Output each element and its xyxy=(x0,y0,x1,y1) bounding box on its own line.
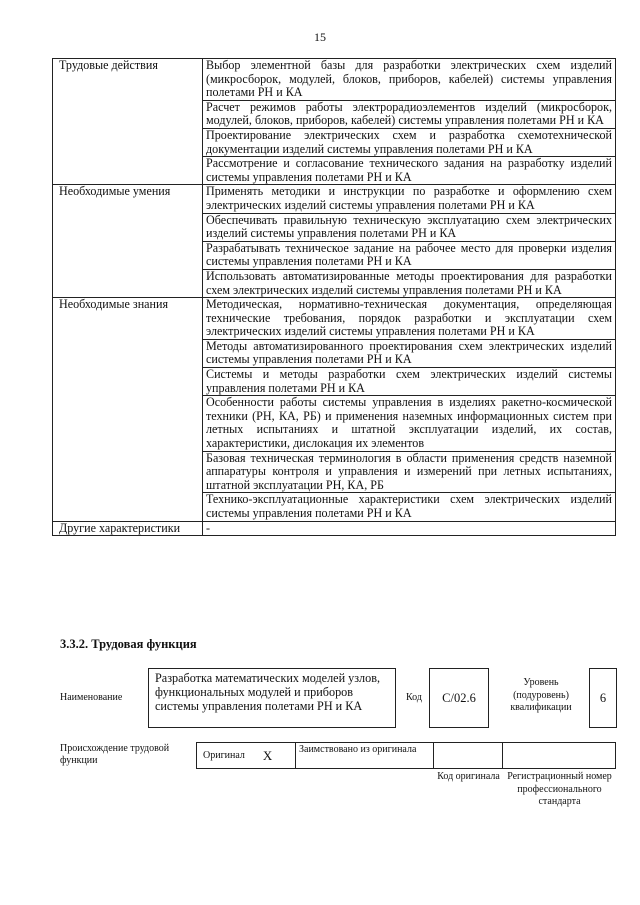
row-label: Необходимые умения xyxy=(53,185,203,298)
row-item: Методическая, нормативно-техническая документация, определяющая технические требования, порядок разработки и эксплуатации схем электрических изделий системы управления полетами РН и КА xyxy=(203,298,616,340)
origin-label: Происхождение трудовой функции xyxy=(60,743,170,766)
borrowed-cell: Заимствовано из оригинала xyxy=(296,742,434,769)
original-cell xyxy=(196,742,296,769)
name-label: Наименование xyxy=(60,692,123,703)
origin-row xyxy=(196,742,616,769)
table-row xyxy=(53,59,616,101)
row-item: Выбор элементной базы для разработки электрических схем изделий (микросборок, модулей, блоков, приборов, кабелей) системы управления полетами РН и КА xyxy=(203,59,616,101)
code-original-cell xyxy=(434,742,503,769)
row-item: - xyxy=(203,521,616,536)
row-label: Трудовые действия xyxy=(53,59,203,185)
row-item: Использовать автоматизированные методы проектирования для разработки схем электрических изделий системы управления полетами РН и КА xyxy=(203,269,616,297)
section-title: 3.3.2. Трудовая функция xyxy=(60,637,197,651)
code-box xyxy=(429,668,489,728)
reg-number-cell xyxy=(503,742,616,769)
requirements-table xyxy=(52,58,616,536)
row-label: Необходимые знания xyxy=(53,298,203,522)
code-value: С/02.6 xyxy=(442,690,476,705)
level-value: 6 xyxy=(599,690,607,705)
row-item: Рассмотрение и согласование технического задания на разработку изделий системы управления полетами РН и КА xyxy=(203,157,616,185)
row-item: Технико-эксплуатационные характеристики схем электрических изделий системы управления полетами РН и КА xyxy=(203,493,616,521)
table-row xyxy=(53,185,616,213)
row-label: Другие характеристики xyxy=(53,521,203,536)
row-item: Проектирование электрических схем и разработка схемотехнической документации изделий системы управления полетами РН и КА xyxy=(203,128,616,156)
level-box xyxy=(589,668,617,728)
row-item: Базовая техническая терминология в области применения средств наземной аппаратуры контроля и управления и измерений при летных испытаниях, штатной эксплуатации РН, КА, РБ xyxy=(203,451,616,493)
table-row xyxy=(53,521,616,536)
row-item: Применять методики и инструкции по разработке и оформлению схем электрических изделий системы управления полетами РН и КА xyxy=(203,185,616,213)
row-item: Методы автоматизированного проектирования схем электрических изделий системы управления полетами РН и КА xyxy=(203,339,616,367)
code-original-caption: Код оригинала xyxy=(437,771,500,782)
level-label: Уровень (подуровень) квалификации xyxy=(510,677,572,713)
original-label: Оригинал xyxy=(203,750,245,761)
code-label: Код xyxy=(406,692,422,703)
row-item: Обеспечивать правильную техническую эксплуатацию схем электрических изделий системы управления полетами РН и КА xyxy=(203,213,616,241)
reg-number-caption: Регистрационный номер профессионального стандарта xyxy=(507,771,612,807)
function-name-box: Разработка математических моделей узлов, функциональных модулей и приборов системы управления полетами РН и КА xyxy=(148,668,396,728)
row-item: Расчет режимов работы электрорадиоэлементов изделий (микросборок, модулей, блоков, приборов, кабелей) системы управления полетами РН и КА xyxy=(203,100,616,128)
row-item: Особенности работы системы управления в изделиях ракетно-космической техники (РН, КА, РБ) и применения наземных информационных систем при летных испытаниях и штатной эксплуатации изделий, их состав, характеристики, дислокация их элементов xyxy=(203,396,616,451)
original-mark: X xyxy=(262,748,273,763)
table-row xyxy=(53,298,616,340)
page-number: 15 xyxy=(314,30,326,44)
row-item: Системы и методы разработки схем электрических изделий системы управления полетами РН и КА xyxy=(203,368,616,396)
row-item: Разрабатывать техническое задание на рабочее место для проверки изделия системы управления полетами РН и КА xyxy=(203,241,616,269)
